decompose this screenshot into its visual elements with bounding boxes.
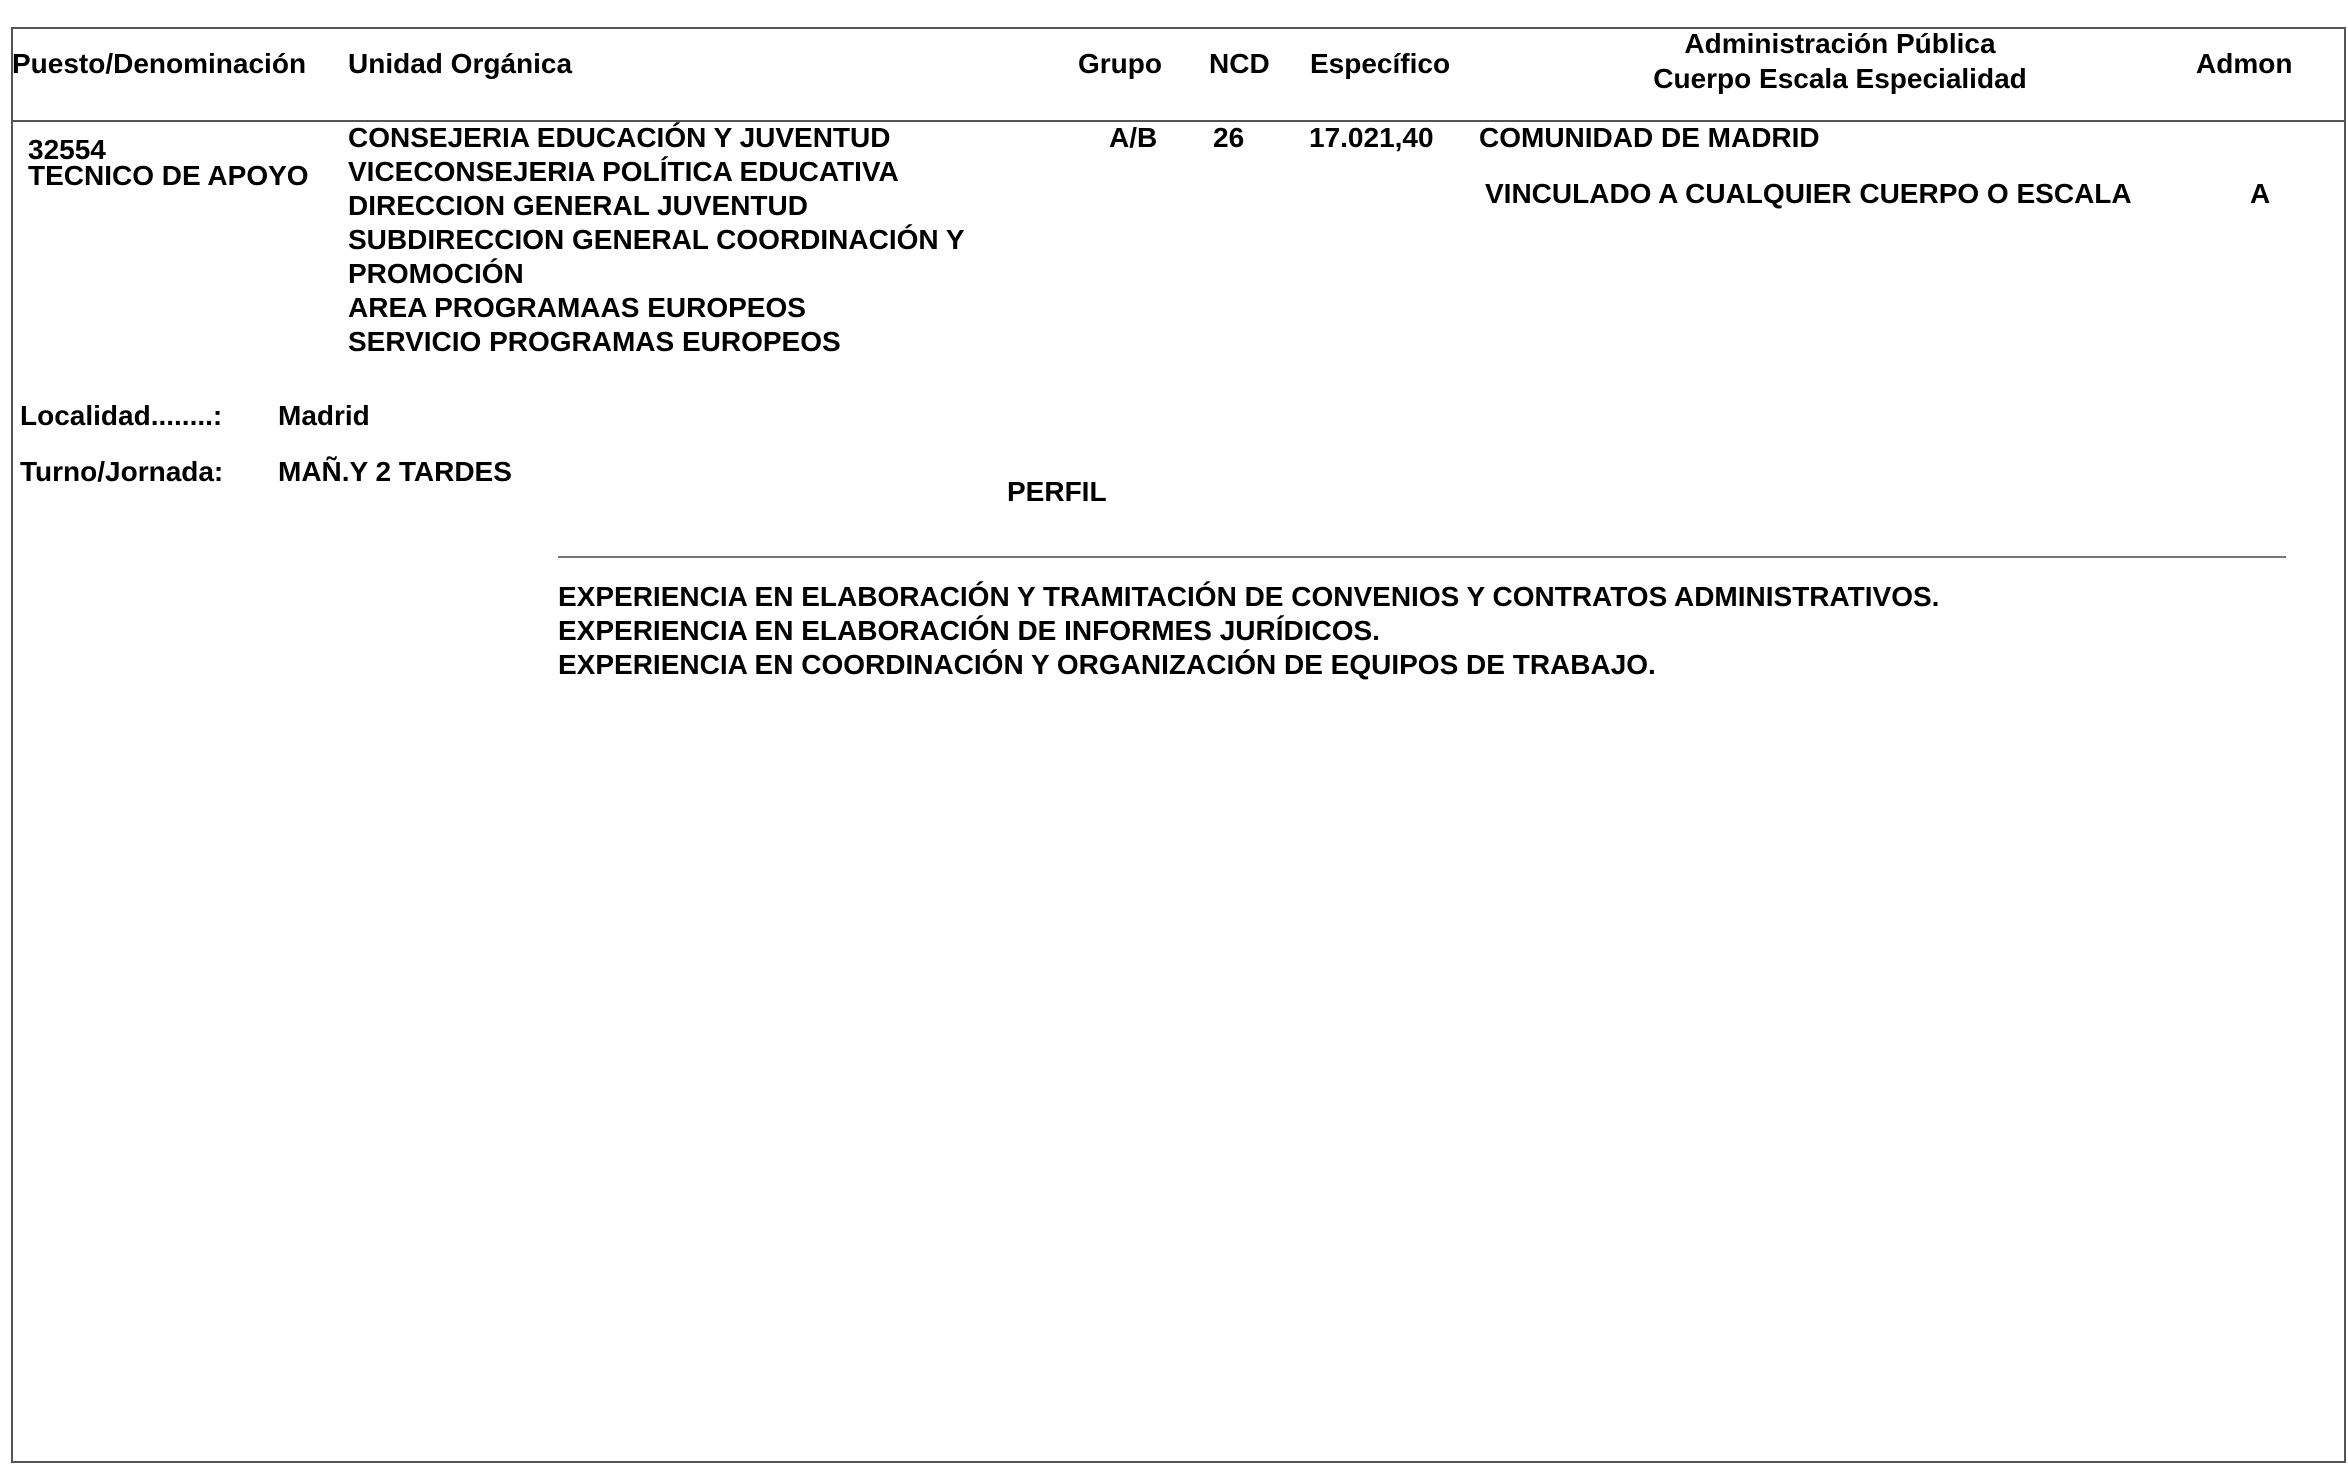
header-administracion: Administración Pública [1684,28,1996,59]
record-code: 32554 [28,134,106,165]
localidad-value: Madrid [278,400,370,431]
header-ncd: NCD [1209,48,1270,79]
header-puesto: Puesto/Denominación [12,48,307,79]
turno-label: Turno/Jornada: [20,456,224,487]
record-cuerpo: VINCULADO A CUALQUIER CUERPO O ESCALA [1485,178,2132,209]
header-grupo: Grupo [1078,48,1162,79]
record-title: TECNICO DE APOYO [28,160,309,191]
record-administracion: COMUNIDAD DE MADRID [1479,122,1820,153]
header-cuerpo-escala: Cuerpo Escala Especialidad [1653,63,2027,94]
perfil-requirements [558,580,1939,682]
unidad-line: SERVICIO PROGRAMAS EUROPEOS [348,326,841,357]
record-especifico: 17.021,40 [1309,122,1434,153]
perfil-line: EXPERIENCIA EN ELABORACIÓN DE INFORMES JURÍDICOS. [558,615,1380,646]
perfil-divider [558,556,2286,558]
localidad-label: Localidad........: [20,400,223,431]
turno-value: MAÑ.Y 2 TARDES [278,456,512,487]
unidad-line: AREA PROGRAMAAS EUROPEOS [348,292,806,323]
record-ncd: 26 [1213,122,1245,153]
unidad-line: SUBDIRECCION GENERAL COORDINACIÓN Y [348,224,965,255]
record-grupo: A/B [1109,122,1158,153]
unidad-line: PROMOCIÓN [348,258,524,289]
unidad-line: VICECONSEJERIA POLÍTICA EDUCATIVA [348,156,899,187]
unidad-line: DIRECCION GENERAL JUVENTUD [348,190,808,221]
perfil-title: PERFIL [1007,476,1107,507]
record-unidad-organica [348,121,965,359]
header-unidad: Unidad Orgánica [348,48,573,79]
perfil-line: EXPERIENCIA EN COORDINACIÓN Y ORGANIZACIÓN DE EQUIPOS DE TRABAJO. [558,649,1656,680]
unidad-line: CONSEJERIA EDUCACIÓN Y JUVENTUD [348,122,891,153]
header-admon: Admon [2196,48,2293,79]
record-admon: A [2250,178,2271,209]
header-especifico: Específico [1310,48,1451,79]
perfil-line: EXPERIENCIA EN ELABORACIÓN Y TRAMITACIÓN DE CONVENIOS Y CONTRATOS ADMINISTRATIVOS. [558,581,1940,612]
